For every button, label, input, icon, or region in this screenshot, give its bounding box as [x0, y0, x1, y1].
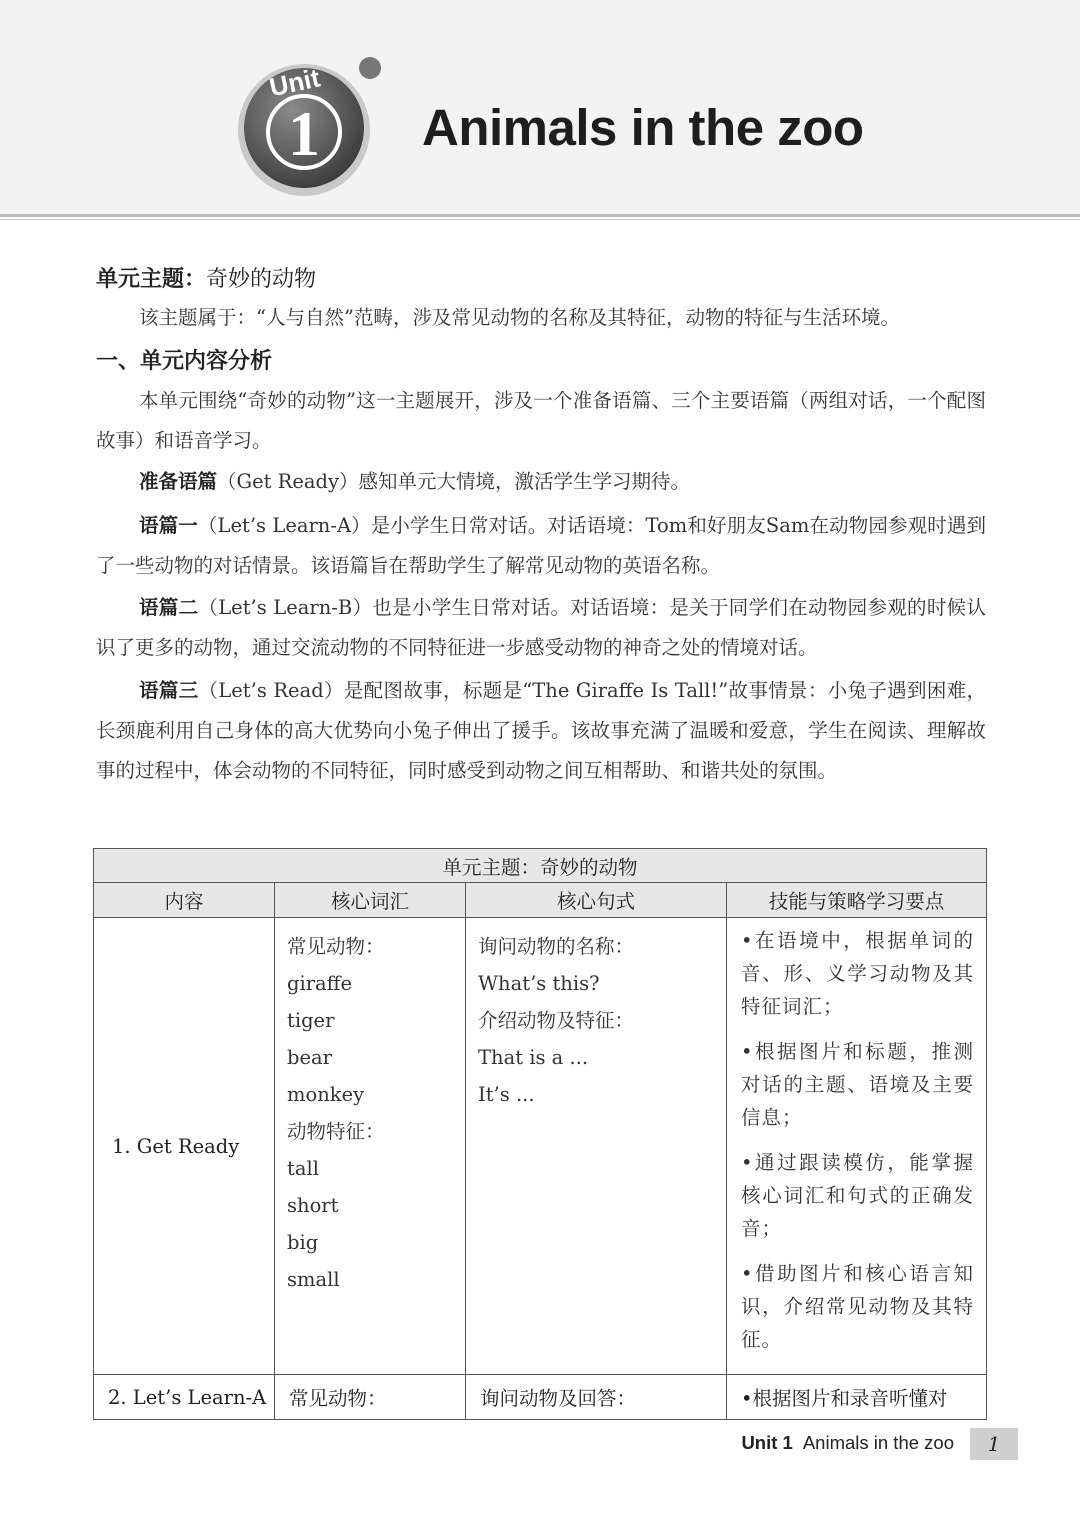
paragraph-text: （Get Ready）感知单元大情境，激活学生学习期待。 — [217, 470, 691, 493]
skill-item: •通过跟读模仿，能掌握核心词汇和句式的正确发音； — [741, 1151, 975, 1240]
paragraph-text-1 — [96, 506, 986, 586]
header-divider-thin — [0, 219, 1080, 220]
page-footer — [741, 1432, 954, 1454]
paragraph-lead: 语篇一 — [139, 514, 198, 537]
skill-item: •根据图片和标题，推测对话的主题、语境及主要信息； — [741, 1040, 975, 1129]
sentence-item: 介绍动物及特征： — [478, 1009, 635, 1032]
vocab-cell — [275, 918, 466, 1375]
sentences-cell — [466, 918, 727, 1375]
badge-number: 1 — [288, 98, 320, 169]
theme-description: 该主题属于：“人与自然”范畴，涉及常见动物的名称及其特征，动物的特征与生活环境。 — [139, 306, 900, 329]
paragraph-lead: 语篇三 — [139, 679, 199, 702]
skills-cell: •根据图片和录音听懂对 — [727, 1375, 987, 1420]
paragraph-lead: 语篇二 — [139, 596, 199, 619]
header-divider — [0, 214, 1080, 217]
theme-heading — [96, 262, 316, 293]
footer-unit: Unit 1 — [741, 1432, 793, 1453]
unit-badge — [232, 52, 392, 202]
sentence-item: What’s this? — [478, 972, 600, 995]
sentence-item: It’s ... — [478, 1083, 535, 1106]
vocab-item: small — [287, 1268, 340, 1291]
paragraph-get-ready — [96, 462, 986, 502]
paragraph-text: （Let’s Read）是配图故事，标题是“The Giraffe Is Tall!”故事情景：小兔子遇到困难，长颈鹿利用自己身体的高大优势向小兔子伸出了援手。该故事充满了温暖和爱意，学生在阅读、理解故事的过程中，体会动物的不同特征，同时感受到动物之间互相帮助、和谐共处的氛围。 — [96, 679, 986, 782]
table-header: 技能与策略学习要点 — [727, 883, 987, 918]
footer-title: Animals in the zoo — [802, 1432, 954, 1453]
skill-item: •借助图片和核心语言知识，介绍常见动物及其特征。 — [741, 1262, 975, 1351]
table-header: 核心句式 — [466, 883, 727, 918]
content-cell: 1. Get Ready — [94, 918, 275, 1375]
paragraph-text-2 — [96, 588, 986, 668]
theme-value: 奇妙的动物 — [206, 267, 317, 292]
vocab-item: tiger — [287, 1009, 335, 1032]
vocab-item: monkey — [287, 1083, 365, 1106]
sentences-cell: 询问动物及回答： — [466, 1375, 727, 1420]
table-header: 核心词汇 — [275, 883, 466, 918]
paragraph-lead: 准备语篇 — [139, 470, 218, 493]
vocab-item: 动物特征： — [287, 1120, 385, 1143]
table-header: 内容 — [94, 883, 275, 918]
table-row — [94, 1375, 987, 1420]
content-cell: 2. Let’s Learn-A — [94, 1375, 275, 1420]
skill-item: •在语境中，根据单词的音、形、义学习动物及其特征词汇； — [741, 929, 975, 1018]
paragraph-text: （Let’s Learn-B）也是小学生日常对话。对话语境：是关于同学们在动物园参观的时候认识了更多的动物，通过交流动物的不同特征进一步感受动物的神奇之处的情境对话。 — [96, 596, 986, 659]
vocab-item: short — [287, 1194, 339, 1217]
vocab-item: bear — [287, 1046, 332, 1069]
unit-overview-table — [93, 848, 987, 1420]
table-row — [94, 918, 987, 1375]
vocab-cell: 常见动物： — [275, 1375, 466, 1420]
vocab-item: 常见动物： — [287, 935, 385, 958]
vocab-item: giraffe — [287, 972, 353, 995]
vocab-item: big — [287, 1231, 319, 1254]
paragraph-text-3 — [96, 671, 986, 791]
paragraph-text: （Let’s Learn-A）是小学生日常对话。对话语境：Tom和好朋友Sam在动物园参观时遇到了一些动物的对话情景。该语篇旨在帮助学生了解常见动物的英语名称。 — [96, 514, 986, 577]
page-title: Animals in the zoo — [422, 99, 864, 156]
section-heading: 一、单元内容分析 — [96, 349, 273, 374]
vocab-item: tall — [287, 1157, 319, 1180]
section-intro: 本单元围绕“奇妙的动物”这一主题展开，涉及一个准备语篇、三个主要语篇（两组对话，一个配图故事）和语音学习。 — [96, 389, 986, 452]
page-number: 1 — [970, 1428, 1018, 1460]
theme-label: 单元主题： — [96, 267, 207, 292]
table-caption: 单元主题：奇妙的动物 — [94, 849, 987, 883]
sentence-item: That is a ... — [478, 1046, 589, 1069]
skills-cell — [727, 918, 987, 1375]
sentence-item: 询问动物的名称： — [478, 935, 635, 958]
badge-word: Unit — [266, 62, 323, 103]
